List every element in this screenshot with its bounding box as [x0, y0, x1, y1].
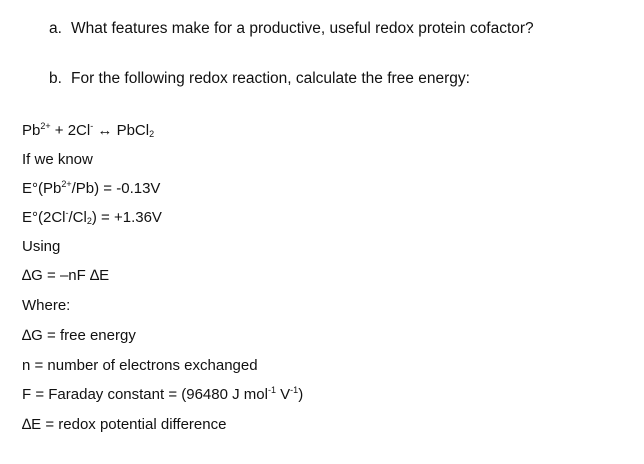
- question-letter: a.: [49, 20, 62, 37]
- faraday-exp-1: -1: [267, 385, 276, 395]
- question-b: [49, 70, 470, 88]
- free-energy-equation: ∆G = –nF ∆E: [22, 267, 110, 284]
- question-text: What features make for a productive, useful redox protein cofactor?: [71, 20, 534, 37]
- definition-faraday: [22, 386, 303, 404]
- potential-cl: [22, 209, 162, 227]
- potential-cl-charge: -: [65, 208, 69, 218]
- definition-n: n = number of electrons exchanged: [22, 357, 258, 374]
- potential-cl-subscript: 2: [86, 216, 92, 226]
- potential-pb-prefix: E°(Pb: [22, 180, 62, 197]
- question-a: [49, 20, 534, 38]
- potential-pb-charge: 2+: [61, 179, 72, 189]
- using-label: Using: [22, 238, 61, 255]
- question-letter: b.: [49, 70, 62, 87]
- cl-charge: -: [90, 121, 94, 131]
- product-subscript: 2: [149, 129, 155, 139]
- equilibrium-arrow: ↔: [93, 122, 117, 139]
- reactant-cl: + 2Cl: [50, 122, 91, 139]
- faraday-mid: V: [275, 386, 291, 403]
- definition-free-energy: ∆G = free energy: [22, 327, 136, 344]
- potential-pb-value: /Pb) = -0.13V: [71, 180, 161, 197]
- if-we-know-label: If we know: [22, 151, 93, 168]
- question-text: For the following redox reaction, calculate the free energy:: [71, 70, 470, 87]
- reaction-equation: [22, 122, 154, 140]
- faraday-exp-2: -1: [290, 385, 299, 395]
- pb-charge: 2+: [40, 121, 51, 131]
- potential-cl-mid: /Cl: [68, 209, 87, 226]
- product: PbCl: [116, 122, 150, 139]
- faraday-prefix: F = Faraday constant = (96480 J mol: [22, 386, 268, 403]
- faraday-suffix: ): [298, 386, 304, 403]
- potential-cl-value: ) = +1.36V: [91, 209, 162, 226]
- potential-pb: [22, 180, 160, 198]
- potential-cl-prefix: E°(2Cl: [22, 209, 66, 226]
- where-label: Where:: [22, 297, 71, 314]
- reactant-pb: Pb: [22, 122, 41, 139]
- definition-delta-e: ∆E = redox potential difference: [22, 416, 227, 433]
